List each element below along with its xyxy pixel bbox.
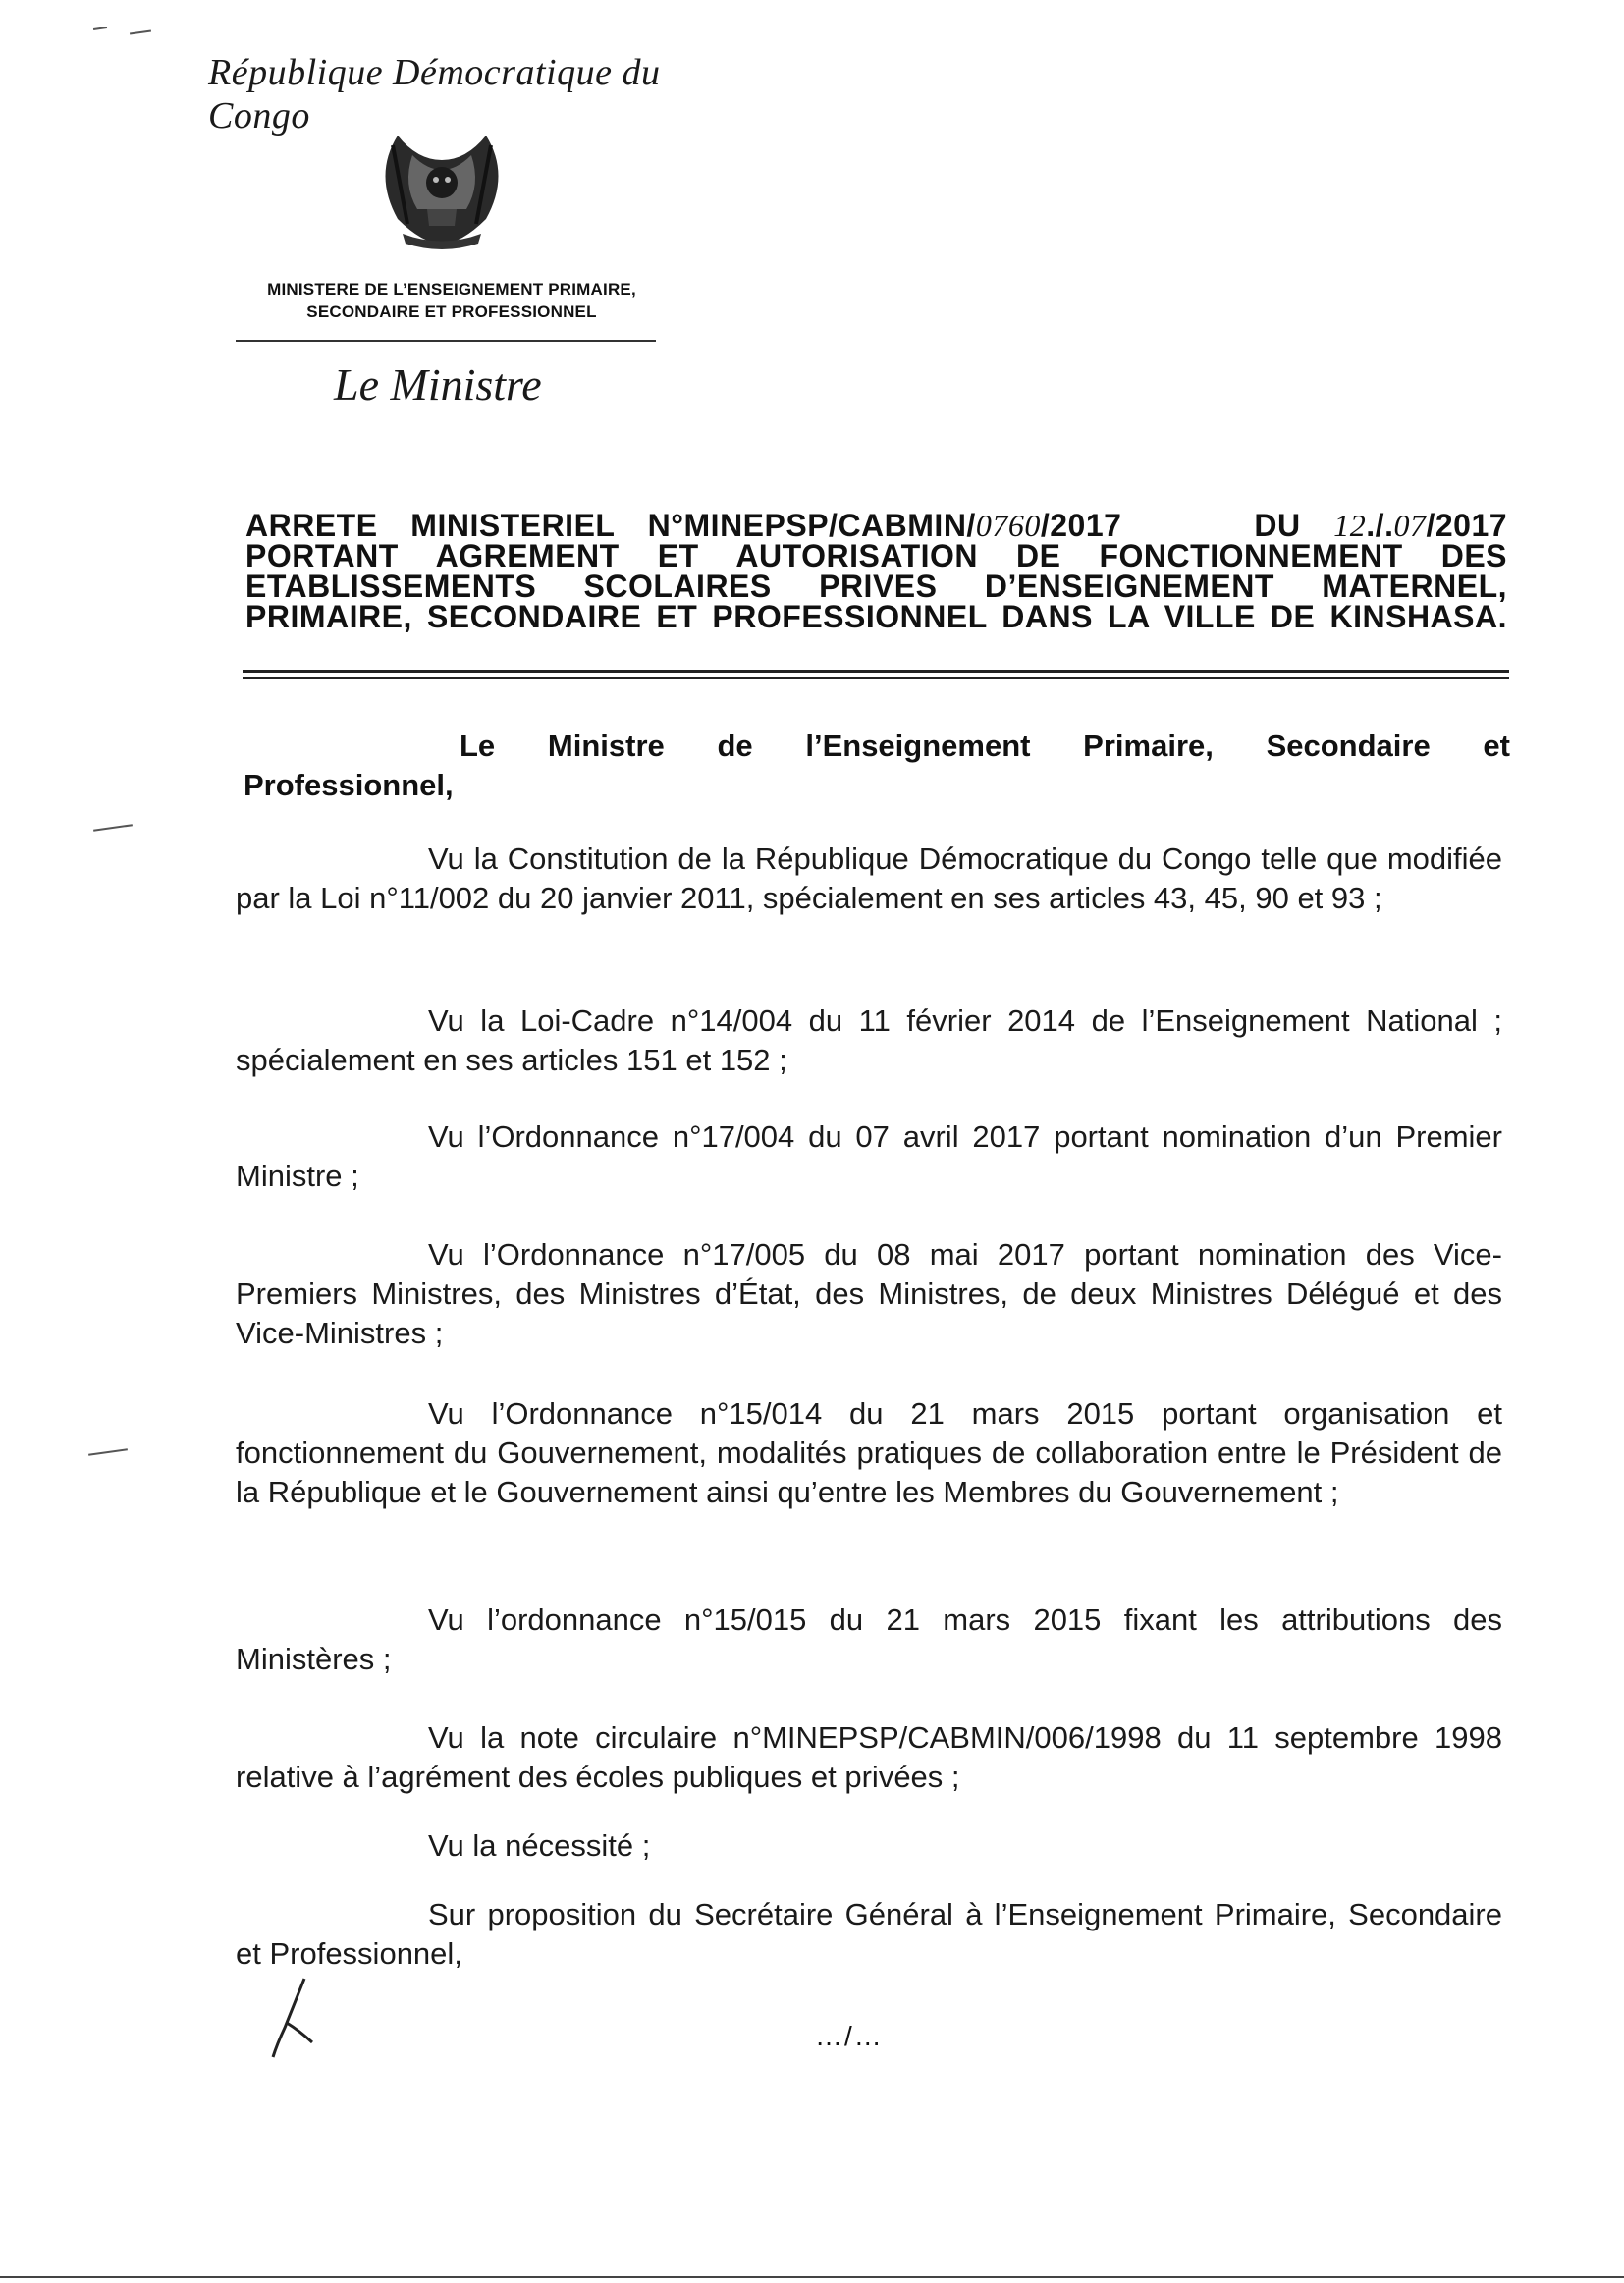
decree-date-sep: ./. [1366,508,1394,543]
margin-mark [93,824,133,832]
corner-mark [130,29,151,34]
handwritten-initial-mark [265,1974,324,2062]
intro-line1: Le Ministre de l’Enseignement Primaire, Secondaire et [460,729,1510,763]
title-line2: PORTANT AGREMENT ET AUTORISATION DE FONCTIONNEMENT DES [245,538,1507,573]
paragraph-ordonnance-15-015: Vu l’ordonnance n°15/015 du 21 mars 2015 fixant les attributions des Ministères ; [236,1603,1502,1676]
decree-title [245,508,1508,634]
scan-bottom-edge [0,2276,1624,2278]
paragraph-constitution: Vu la Constitution de la République Démocratique du Congo telle que modifiée par la Loi n°11/002 du 20 janvier 2011, spécialement en ses articles 43, 45, 90 et 93 ; [236,842,1502,915]
margin-mark [88,1448,128,1456]
paragraph-ordonnance-17-005: Vu l’Ordonnance n°17/005 du 08 mai 2017 portant nomination des Vice-Premiers Ministres, des Ministres d’État, des Ministres, de deux Ministres Délégué et des Vice-Ministres ; [236,1237,1502,1350]
decree-number: 0760 [975,508,1041,543]
paragraph-ordonnance-15-014: Vu l’Ordonnance n°15/014 du 21 mars 2015 portant organisation et fonctionnement du Gouvernement, modalités pratiques de collaboration entre le Président de la République et le Gouvernement ainsi qu’entre les Membres du Gouvernement ; [236,1396,1502,1509]
paragraph-necessite: Vu la nécessité ; [428,1828,651,1863]
paragraph-note-circulaire: Vu la note circulaire n°MINEPSP/CABMIN/006/1998 du 11 septembre 1998 relative à l’agrément des écoles publiques et privées ; [236,1720,1502,1794]
paragraph-proposition: Sur proposition du Secrétaire Général à l’Enseignement Primaire, Secondaire et Professionnel, [236,1897,1502,1971]
ministry-name [236,278,668,323]
republic-title: République Démocratique du Congo [208,52,661,136]
paragraph-loi-cadre: Vu la Loi-Cadre n°14/004 du 11 février 2014 de l’Enseignement National ; spécialement en ses articles 151 et 152 ; [236,1004,1502,1077]
continuation-mark: …/… [815,2021,884,2051]
coat-of-arms-emblem [368,116,515,253]
title-line4: PRIMAIRE, SECONDAIRE ET PROFESSIONNEL DANS LA VILLE DE KINSHASA. [245,599,1507,634]
signatory-title: Le Ministre [334,359,542,409]
decree-prefix: ARRETE MINISTERIEL N°MINEPSP/CABMIN/ [245,508,976,543]
ministry-line2: SECONDAIRE ET PROFESSIONNEL [306,302,597,321]
decree-date-year: /2017 [1426,508,1508,543]
title-line1 [245,508,1508,543]
decree-year: /2017 [1040,508,1122,543]
decree-date-day: 12 [1333,508,1367,543]
title-underline [243,670,1509,673]
title-line3: ETABLISSEMENTS SCOLAIRES PRIVES D’ENSEIGNEMENT MATERNEL, [245,569,1507,604]
title-underline-double [243,677,1509,679]
decree-date-month: 07 [1393,508,1427,543]
paragraph-ordonnance-17-004: Vu l’Ordonnance n°17/004 du 07 avril 2017 portant nomination d’un Premier Ministre ; [236,1119,1502,1193]
ministry-line1: MINISTERE DE L’ENSEIGNEMENT PRIMAIRE, [267,280,636,299]
header-divider [236,340,656,342]
corner-mark [93,27,107,30]
decree-du: DU [1254,508,1301,543]
decree-intro [244,727,1510,805]
intro-line2: Professionnel, [244,768,454,802]
